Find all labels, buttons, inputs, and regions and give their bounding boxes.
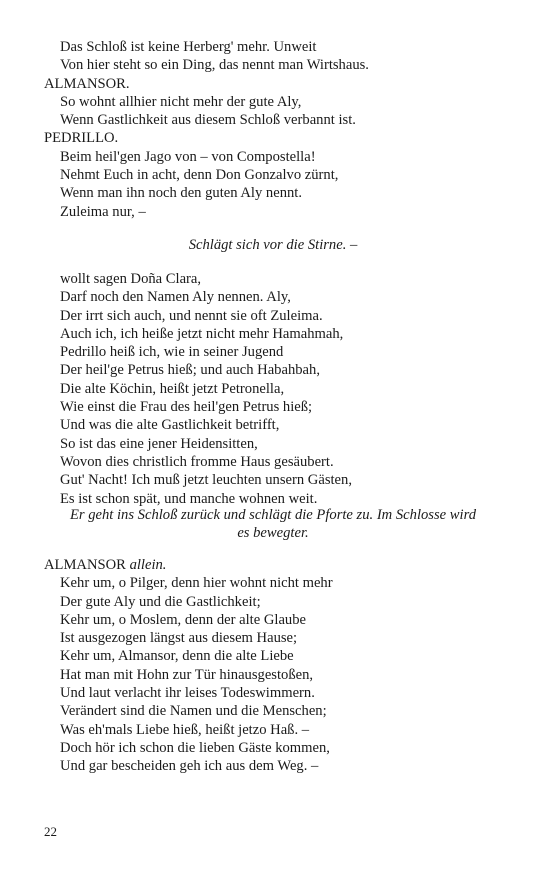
verse-line: Wovon dies christlich fromme Haus gesäubert. bbox=[60, 453, 334, 470]
verse-line: Die alte Köchin, heißt jetzt Petronella, bbox=[60, 380, 285, 397]
verse-line: Von hier steht so ein Ding, das nennt man Wirtshaus. bbox=[60, 57, 369, 74]
speaker-line bbox=[44, 556, 504, 574]
verse-line: Hat man mit Hohn zur Tür hinausgestoßen, bbox=[60, 666, 314, 683]
verse-line: Darf noch den Namen Aly nennen. Aly, bbox=[60, 289, 291, 306]
speaker-name: ALMANSOR bbox=[44, 557, 126, 573]
speaker-name: PEDRILLO. bbox=[44, 130, 119, 147]
verse-line: Kehr um, o Pilger, denn hier wohnt nicht mehr bbox=[60, 575, 333, 592]
verse-line: Doch hör ich schon die lieben Gäste kommen, bbox=[60, 739, 330, 756]
page-number: 22 bbox=[44, 824, 57, 839]
verse-line: Wie einst die Frau des heil'gen Petrus hieß; bbox=[60, 399, 313, 416]
verse-line: Wenn man ihn noch den guten Aly nennt. bbox=[60, 185, 303, 202]
stage-direction-1: Schlägt sich vor die Stirne. – bbox=[188, 237, 358, 253]
dialogue-block-3 bbox=[44, 556, 504, 776]
speaker-name: ALMANSOR. bbox=[44, 75, 130, 92]
verse-line: So ist das eine jener Heidensitten, bbox=[60, 435, 258, 452]
verse-line: Ist ausgezogen längst aus diesem Hause; bbox=[60, 630, 298, 647]
verse-line: Kehr um, o Moslem, denn der alte Glaube bbox=[60, 611, 306, 628]
verse-line: Und was die alte Gastlichkeit betrifft, bbox=[60, 417, 280, 434]
stage-direction-2 bbox=[44, 506, 502, 543]
speaker-direction: allein. bbox=[129, 557, 167, 573]
verse-line: Beim heil'gen Jago von – von Compostella! bbox=[60, 148, 316, 165]
verse-line: Zuleima nur, – bbox=[60, 203, 146, 220]
verse-line: Wenn Gastlichkeit aus diesem Schloß verbannt ist. bbox=[60, 112, 356, 129]
verse-line: Kehr um, Almansor, denn die alte Liebe bbox=[60, 648, 294, 665]
verse-line: Der gute Aly und die Gastlichkeit; bbox=[60, 593, 261, 610]
verse-line: Es ist schon spät, und manche wohnen weit. bbox=[60, 490, 318, 507]
verse-line: Der irrt sich auch, und nennt sie oft Zuleima. bbox=[60, 307, 323, 324]
verse-line: Das Schloß ist keine Herberg' mehr. Unweit bbox=[60, 39, 317, 55]
verse-line: Pedrillo heiß ich, wie in seiner Jugend bbox=[60, 344, 284, 361]
verse-line: Gut' Nacht! Ich muß jetzt leuchten unsern Gästen, bbox=[60, 472, 352, 489]
stage-direction-2-line-2: es bewegter. bbox=[237, 525, 309, 542]
verse-line: Nehmt Euch in acht, denn Don Gonzalvo zürnt, bbox=[60, 167, 339, 184]
verse-line: Der heil'ge Petrus hieß; und auch Habahbah, bbox=[60, 362, 320, 379]
verse-line: wollt sagen Doña Clara, bbox=[60, 271, 202, 287]
verse-line: Verändert sind die Namen und die Menschen; bbox=[60, 703, 327, 720]
verse-line: Und gar bescheiden geh ich aus dem Weg. – bbox=[60, 758, 319, 775]
verse-line: Und laut verlacht ihr leises Todeswimmern. bbox=[60, 685, 315, 702]
verse-line: So wohnt allhier nicht mehr der gute Aly, bbox=[60, 93, 302, 110]
dialogue-block-2 bbox=[44, 270, 504, 508]
verse-line: Was eh'mals Liebe hieß, heißt jetzo Haß. – bbox=[60, 721, 310, 738]
stage-direction-2-line-1: Er geht ins Schloß zurück und schlägt die Pforte zu. Im Schlosse wird bbox=[69, 507, 477, 523]
dialogue-block-1 bbox=[44, 38, 504, 221]
verse-line: Auch ich, ich heiße jetzt nicht mehr Hamahmah, bbox=[60, 325, 344, 342]
